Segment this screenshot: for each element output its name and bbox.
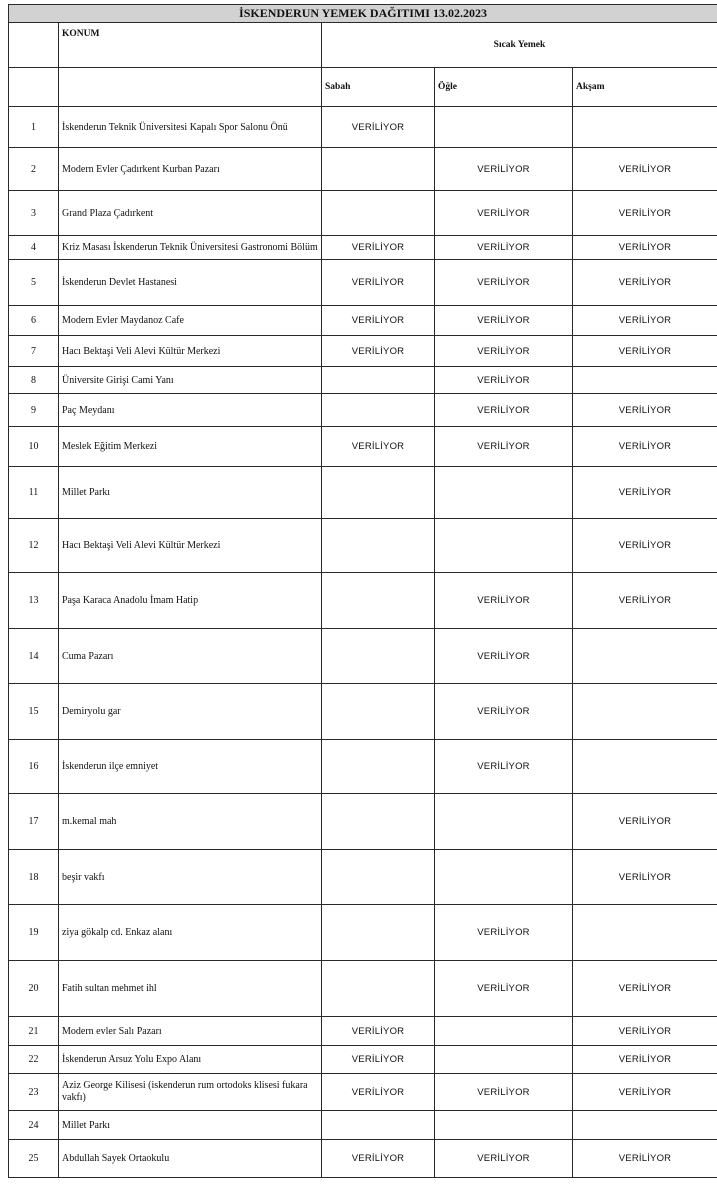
table-row [9, 519, 717, 573]
row-ogle [435, 467, 573, 519]
row-location: İskenderun Arsuz Yolu Expo Alanı [59, 1046, 322, 1074]
row-number: 4 [9, 236, 59, 260]
row-number: 5 [9, 260, 59, 306]
row-location: Modern evler Salı Pazarı [59, 1017, 322, 1046]
row-aksam: VERİLİYOR [573, 236, 717, 260]
row-aksam: VERİLİYOR [573, 394, 717, 427]
table-row [9, 1140, 717, 1178]
row-ogle: VERİLİYOR [435, 427, 573, 467]
row-sabah [322, 519, 435, 573]
row-aksam: VERİLİYOR [573, 1046, 717, 1074]
row-location: Üniversite Girişi Cami Yanı [59, 367, 322, 394]
row-number: 6 [9, 306, 59, 336]
table-row [9, 427, 717, 467]
row-location: Modern Evler Maydanoz Cafe [59, 306, 322, 336]
table-row [9, 191, 717, 236]
row-number: 25 [9, 1140, 59, 1178]
row-aksam: VERİLİYOR [573, 260, 717, 306]
row-ogle: VERİLİYOR [435, 367, 573, 394]
table-row [9, 1074, 717, 1111]
row-aksam: VERİLİYOR [573, 1074, 717, 1111]
row-ogle: VERİLİYOR [435, 236, 573, 260]
table-row [9, 850, 717, 905]
row-sabah [322, 684, 435, 740]
row-ogle: VERİLİYOR [435, 1140, 573, 1178]
row-number: 16 [9, 740, 59, 794]
row-location: Cuma Pazarı [59, 629, 322, 684]
row-aksam: VERİLİYOR [573, 467, 717, 519]
row-number: 17 [9, 794, 59, 850]
row-aksam [573, 1111, 717, 1140]
table-row [9, 394, 717, 427]
distribution-table [8, 4, 717, 1178]
row-number: 7 [9, 336, 59, 367]
row-ogle: VERİLİYOR [435, 905, 573, 961]
row-number: 13 [9, 573, 59, 629]
row-aksam: VERİLİYOR [573, 1140, 717, 1178]
row-sabah [322, 148, 435, 191]
table-row [9, 367, 717, 394]
header-row-1 [9, 23, 717, 68]
row-number: 14 [9, 629, 59, 684]
row-sabah: VERİLİYOR [322, 260, 435, 306]
row-sabah: VERİLİYOR [322, 1140, 435, 1178]
row-aksam: VERİLİYOR [573, 148, 717, 191]
table-title: İSKENDERUN YEMEK DAĞITIMI 13.02.2023 [9, 5, 717, 23]
row-sabah: VERİLİYOR [322, 306, 435, 336]
row-aksam: VERİLİYOR [573, 961, 717, 1017]
row-number: 8 [9, 367, 59, 394]
row-number: 23 [9, 1074, 59, 1111]
row-aksam [573, 367, 717, 394]
row-sabah [322, 740, 435, 794]
row-sabah [322, 629, 435, 684]
row-number: 20 [9, 961, 59, 1017]
row-aksam: VERİLİYOR [573, 1017, 717, 1046]
row-ogle: VERİLİYOR [435, 961, 573, 1017]
row-ogle [435, 107, 573, 148]
row-aksam: VERİLİYOR [573, 519, 717, 573]
header-no-cell-2 [9, 68, 59, 107]
row-ogle: VERİLİYOR [435, 394, 573, 427]
table-row [9, 1111, 717, 1140]
row-sabah: VERİLİYOR [322, 107, 435, 148]
row-aksam: VERİLİYOR [573, 306, 717, 336]
row-ogle: VERİLİYOR [435, 740, 573, 794]
row-number: 19 [9, 905, 59, 961]
row-aksam: VERİLİYOR [573, 850, 717, 905]
row-location: Paşa Karaca Anadolu İmam Hatip [59, 573, 322, 629]
row-aksam: VERİLİYOR [573, 336, 717, 367]
header-row-2 [9, 68, 717, 107]
row-location: Millet Parkı [59, 467, 322, 519]
table-row [9, 148, 717, 191]
row-location: Demiryolu gar [59, 684, 322, 740]
row-aksam [573, 684, 717, 740]
row-aksam: VERİLİYOR [573, 573, 717, 629]
row-location: beşir vakfı [59, 850, 322, 905]
table-row [9, 629, 717, 684]
row-location: Abdullah Sayek Ortaokulu [59, 1140, 322, 1178]
row-sabah [322, 573, 435, 629]
row-location: Modern Evler Çadırkent Kurban Pazarı [59, 148, 322, 191]
row-location: İskenderun Devlet Hastanesi [59, 260, 322, 306]
row-location: Meslek Eğitim Merkezi [59, 427, 322, 467]
table-row [9, 236, 717, 260]
header-ogle: Öğle [435, 68, 573, 107]
row-aksam [573, 629, 717, 684]
table-row [9, 107, 717, 148]
header-sicak-yemek: Sıcak Yemek [322, 23, 717, 68]
row-sabah [322, 367, 435, 394]
row-number: 18 [9, 850, 59, 905]
row-sabah [322, 467, 435, 519]
row-aksam [573, 905, 717, 961]
table-row [9, 740, 717, 794]
header-sabah: Sabah [322, 68, 435, 107]
row-number: 2 [9, 148, 59, 191]
row-location: Hacı Bektaşi Veli Alevi Kültür Merkezi [59, 519, 322, 573]
table-row [9, 684, 717, 740]
table-row [9, 794, 717, 850]
row-ogle: VERİLİYOR [435, 684, 573, 740]
row-ogle: VERİLİYOR [435, 306, 573, 336]
row-ogle: VERİLİYOR [435, 191, 573, 236]
row-sabah: VERİLİYOR [322, 1046, 435, 1074]
row-sabah: VERİLİYOR [322, 236, 435, 260]
row-aksam [573, 107, 717, 148]
row-ogle [435, 794, 573, 850]
table-row [9, 905, 717, 961]
row-number: 12 [9, 519, 59, 573]
row-sabah [322, 850, 435, 905]
row-ogle: VERİLİYOR [435, 573, 573, 629]
row-number: 3 [9, 191, 59, 236]
row-location: Fatih sultan mehmet ihl [59, 961, 322, 1017]
row-location: ziya gökalp cd. Enkaz alanı [59, 905, 322, 961]
row-number: 9 [9, 394, 59, 427]
table-row [9, 961, 717, 1017]
row-number: 21 [9, 1017, 59, 1046]
row-sabah [322, 961, 435, 1017]
row-number: 10 [9, 427, 59, 467]
row-ogle [435, 1111, 573, 1140]
row-number: 1 [9, 107, 59, 148]
row-sabah: VERİLİYOR [322, 427, 435, 467]
header-konum: KONUM [59, 23, 322, 68]
row-location: Kriz Masası İskenderun Teknik Üniversitesi Gastronomi Bölüm [59, 236, 322, 260]
row-location: Millet Parkı [59, 1111, 322, 1140]
row-location: İskenderun ilçe emniyet [59, 740, 322, 794]
row-number: 22 [9, 1046, 59, 1074]
table-row [9, 573, 717, 629]
row-aksam [573, 740, 717, 794]
row-sabah [322, 905, 435, 961]
row-aksam: VERİLİYOR [573, 427, 717, 467]
table-row [9, 306, 717, 336]
row-location: m.kemal mah [59, 794, 322, 850]
row-number: 11 [9, 467, 59, 519]
row-sabah [322, 1111, 435, 1140]
row-ogle: VERİLİYOR [435, 336, 573, 367]
row-sabah: VERİLİYOR [322, 1017, 435, 1046]
table-row [9, 467, 717, 519]
header-aksam: Akşam [573, 68, 717, 107]
row-ogle [435, 519, 573, 573]
table-row [9, 1017, 717, 1046]
row-location: Hacı Bektaşi Veli Alevi Kültür Merkezi [59, 336, 322, 367]
row-number: 24 [9, 1111, 59, 1140]
row-location: Paç Meydanı [59, 394, 322, 427]
row-sabah: VERİLİYOR [322, 1074, 435, 1111]
row-sabah: VERİLİYOR [322, 336, 435, 367]
row-sabah [322, 394, 435, 427]
row-sabah [322, 794, 435, 850]
header-no-cell [9, 23, 59, 68]
row-sabah [322, 191, 435, 236]
title-row [9, 5, 717, 23]
row-aksam: VERİLİYOR [573, 191, 717, 236]
row-location: İskenderun Teknik Üniversitesi Kapalı Spor Salonu Önü [59, 107, 322, 148]
row-ogle [435, 850, 573, 905]
header-konum-blank [59, 68, 322, 107]
row-ogle: VERİLİYOR [435, 260, 573, 306]
row-location: Aziz George Kilisesi (iskenderun rum ortodoks klisesi fukara vakfı) [59, 1074, 322, 1111]
row-location: Grand Plaza Çadırkent [59, 191, 322, 236]
row-ogle: VERİLİYOR [435, 148, 573, 191]
row-ogle: VERİLİYOR [435, 1074, 573, 1111]
row-ogle [435, 1046, 573, 1074]
row-number: 15 [9, 684, 59, 740]
row-ogle [435, 1017, 573, 1046]
table-row [9, 1046, 717, 1074]
row-ogle: VERİLİYOR [435, 629, 573, 684]
table-row [9, 336, 717, 367]
row-aksam: VERİLİYOR [573, 794, 717, 850]
table-row [9, 260, 717, 306]
